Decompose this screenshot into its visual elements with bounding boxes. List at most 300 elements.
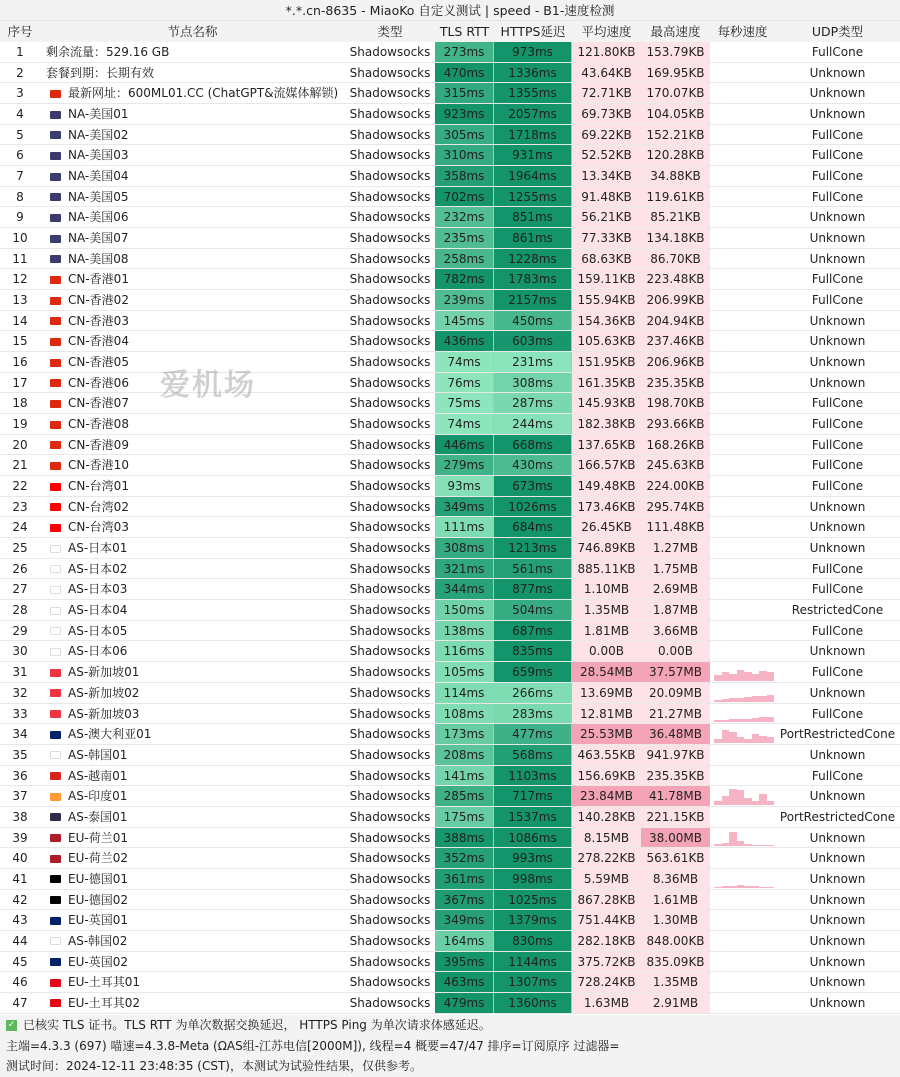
- table-row[interactable]: [0, 476, 900, 497]
- sparkline-bar: [714, 720, 722, 722]
- table-row[interactable]: [0, 63, 900, 84]
- table-row[interactable]: [0, 145, 900, 166]
- sparkline-bar: [759, 717, 767, 722]
- row-index: 2: [16, 65, 24, 80]
- udp-type: PortRestrictedCone: [779, 727, 896, 742]
- node-name-text: AS-新加坡02: [68, 685, 140, 700]
- per-second-speed: [710, 972, 775, 992]
- node-type: Shadowsocks: [349, 417, 431, 432]
- row-index: 31: [12, 665, 28, 680]
- udp-type: Unknown: [809, 644, 866, 659]
- https-latency: 687ms: [494, 621, 572, 641]
- table-row[interactable]: [0, 187, 900, 208]
- udp-type: FullCone: [811, 479, 864, 494]
- node-type: Shadowsocks: [349, 313, 431, 328]
- table-row[interactable]: [0, 352, 900, 373]
- per-second-speed: [710, 145, 775, 165]
- https-latency: 973ms: [494, 42, 572, 62]
- avg-speed: 282.18KB: [572, 931, 641, 951]
- flag-us-icon: [50, 111, 61, 119]
- sparkline-bar: [744, 886, 752, 888]
- tls-rtt: 315ms: [435, 83, 494, 103]
- flag-hk-icon: [50, 317, 61, 325]
- table-row[interactable]: [0, 766, 900, 787]
- table-row[interactable]: [0, 724, 900, 745]
- table-row[interactable]: [0, 538, 900, 559]
- node-name-text: CN-香港02: [68, 293, 129, 308]
- tls-rtt: 305ms: [435, 125, 494, 145]
- flag-vn-icon: [50, 772, 61, 780]
- node-type: Shadowsocks: [349, 933, 431, 948]
- node-name: [40, 455, 345, 475]
- table-row[interactable]: [0, 435, 900, 456]
- https-latency: 993ms: [494, 848, 572, 868]
- node-type: Shadowsocks: [349, 541, 431, 556]
- header-udp-type: UDP类型: [811, 24, 864, 39]
- node-name: [40, 435, 345, 455]
- sparkline-bar: [722, 720, 730, 722]
- row-index: 4: [16, 107, 24, 122]
- https-latency: 1360ms: [494, 993, 572, 1013]
- flag-gb-icon: [50, 958, 61, 966]
- node-type: Shadowsocks: [349, 871, 431, 886]
- avg-speed: 105.63KB: [572, 331, 641, 351]
- https-latency: 1964ms: [494, 166, 572, 186]
- node-name-text: NA-美国06: [68, 210, 129, 225]
- sparkline-bar: [737, 790, 745, 804]
- https-latency: 2057ms: [494, 104, 572, 124]
- max-speed: 206.96KB: [641, 352, 710, 372]
- node-name: [40, 104, 345, 124]
- header-node-name: 节点名称: [167, 24, 218, 39]
- flag-us-icon: [50, 193, 61, 201]
- udp-type: Unknown: [809, 313, 866, 328]
- sparkline-bar: [714, 675, 722, 680]
- node-name: [40, 228, 345, 248]
- tls-rtt: 145ms: [435, 311, 494, 331]
- max-speed: 120.28KB: [641, 145, 710, 165]
- avg-speed: 867.28KB: [572, 890, 641, 910]
- sparkline-bar: [752, 696, 760, 701]
- node-type: Shadowsocks: [349, 995, 431, 1010]
- row-index: 29: [12, 623, 28, 638]
- per-second-speed: [710, 455, 775, 475]
- table-row[interactable]: [0, 807, 900, 828]
- per-second-speed: [710, 207, 775, 227]
- flag-kr-icon: [50, 751, 61, 759]
- https-latency: 1379ms: [494, 910, 572, 930]
- row-index: 11: [12, 251, 28, 266]
- row-index: 25: [12, 541, 28, 556]
- flag-hk-icon: [50, 379, 61, 387]
- node-name-text: AS-韩国02: [68, 933, 128, 948]
- table-row[interactable]: [0, 993, 900, 1014]
- sparkline-bar: [744, 798, 752, 805]
- node-name: [40, 497, 345, 517]
- sparkline-bar: [744, 844, 752, 846]
- table-row[interactable]: [0, 828, 900, 849]
- https-latency: 1255ms: [494, 187, 572, 207]
- node-type: Shadowsocks: [349, 169, 431, 184]
- table-row[interactable]: [0, 311, 900, 332]
- node-name: [40, 311, 345, 331]
- per-second-speed: [710, 786, 775, 806]
- node-type: Shadowsocks: [349, 231, 431, 246]
- table-row[interactable]: [0, 83, 900, 104]
- node-name: [40, 352, 345, 372]
- table-row[interactable]: [0, 228, 900, 249]
- row-index: 21: [12, 458, 28, 473]
- row-index: 17: [12, 375, 28, 390]
- sparkline-bar: [729, 886, 737, 888]
- max-speed: 848.00KB: [641, 931, 710, 951]
- node-name: [40, 745, 345, 765]
- node-type: Shadowsocks: [349, 86, 431, 101]
- udp-type: Unknown: [809, 86, 866, 101]
- https-latency: 684ms: [494, 517, 572, 537]
- per-second-speed: [710, 828, 775, 848]
- udp-type: RestrictedCone: [791, 603, 884, 618]
- https-latency: 830ms: [494, 931, 572, 951]
- sparkline-bar: [722, 886, 730, 888]
- flag-sg-icon: [50, 689, 61, 697]
- sparkline-bar: [752, 801, 760, 805]
- row-index: 1: [16, 45, 24, 59]
- row-index: 10: [12, 231, 28, 246]
- node-type: Shadowsocks: [349, 272, 431, 287]
- table-row[interactable]: [0, 559, 900, 580]
- node-name-text: NA-美国02: [68, 127, 129, 142]
- node-type: Shadowsocks: [349, 665, 431, 680]
- node-name: [40, 187, 345, 207]
- footer-note: 已核实 TLS 证书。TLS RTT 为单次数据交换延迟， HTTPS Ping 为单次请求体感延迟。: [23, 1018, 491, 1032]
- row-index: 39: [12, 830, 28, 845]
- https-latency: 717ms: [494, 786, 572, 806]
- table-row[interactable]: [0, 972, 900, 993]
- node-type: Shadowsocks: [349, 65, 431, 80]
- table-row[interactable]: [0, 414, 900, 435]
- node-name-text: CN-香港08: [68, 417, 129, 432]
- table-row[interactable]: [0, 455, 900, 476]
- table-row[interactable]: [0, 373, 900, 394]
- node-type: Shadowsocks: [349, 706, 431, 721]
- node-name-text: NA-美国07: [68, 231, 129, 246]
- node-name: [40, 125, 345, 145]
- https-latency: 561ms: [494, 559, 572, 579]
- table-row[interactable]: [0, 683, 900, 704]
- avg-speed: 25.53MB: [572, 724, 641, 744]
- table-row[interactable]: [0, 331, 900, 352]
- tls-rtt: 479ms: [435, 993, 494, 1013]
- flag-us-icon: [50, 214, 61, 222]
- node-name-text: CN-台湾01: [68, 479, 129, 494]
- per-second-speed: [710, 290, 775, 310]
- per-second-speed: [710, 848, 775, 868]
- table-row[interactable]: [0, 786, 900, 807]
- avg-speed: 140.28KB: [572, 807, 641, 827]
- https-latency: 1025ms: [494, 890, 572, 910]
- node-type: Shadowsocks: [349, 809, 431, 824]
- node-name-text: NA-美国05: [68, 189, 129, 204]
- table-header: [0, 21, 900, 42]
- https-latency: 1336ms: [494, 63, 572, 83]
- avg-speed: 91.48KB: [572, 187, 641, 207]
- table-row[interactable]: [0, 869, 900, 890]
- table-row[interactable]: [0, 621, 900, 642]
- avg-speed: 43.64KB: [572, 63, 641, 83]
- udp-type: Unknown: [809, 210, 866, 225]
- tls-rtt: 321ms: [435, 559, 494, 579]
- table-row[interactable]: [0, 166, 900, 187]
- row-index: 40: [12, 851, 28, 866]
- per-second-speed: [710, 931, 775, 951]
- table-row[interactable]: [0, 393, 900, 414]
- sparkline-bar: [729, 698, 737, 702]
- avg-speed: 12.81MB: [572, 704, 641, 724]
- node-name-text: EU-德国02: [68, 892, 128, 907]
- row-index: 26: [12, 561, 28, 576]
- node-name-text: AS-泰国01: [68, 809, 128, 824]
- per-second-speed: [710, 641, 775, 661]
- node-name: [40, 869, 345, 889]
- header-type: 类型: [377, 24, 403, 39]
- node-name: [40, 683, 345, 703]
- table-row[interactable]: [0, 704, 900, 725]
- node-type: Shadowsocks: [349, 789, 431, 804]
- sparkline-bar: [714, 887, 722, 888]
- sparkline-bar: [729, 719, 737, 722]
- udp-type: FullCone: [811, 272, 864, 287]
- node-type: Shadowsocks: [349, 334, 431, 349]
- results-table: [0, 42, 900, 1014]
- flag-tw-icon: [50, 524, 61, 532]
- https-latency: 1144ms: [494, 952, 572, 972]
- table-row[interactable]: [0, 104, 900, 125]
- node-type: Shadowsocks: [349, 582, 431, 597]
- node-type: Shadowsocks: [349, 437, 431, 452]
- max-speed: 1.87MB: [641, 600, 710, 620]
- avg-speed: 161.35KB: [572, 373, 641, 393]
- sparkline-bar: [722, 843, 730, 847]
- sparkline-bar: [744, 739, 752, 743]
- tls-rtt: 164ms: [435, 931, 494, 951]
- max-speed: 134.18KB: [641, 228, 710, 248]
- flag-hk-icon: [50, 90, 61, 98]
- row-index: 13: [12, 293, 28, 308]
- tls-rtt: 93ms: [435, 476, 494, 496]
- table-row[interactable]: [0, 290, 900, 311]
- udp-type: FullCone: [811, 437, 864, 452]
- udp-type: Unknown: [809, 871, 866, 886]
- flag-hk-icon: [50, 421, 61, 429]
- udp-type: Unknown: [809, 851, 866, 866]
- https-latency: 283ms: [494, 704, 572, 724]
- header-max-speed: 最高速度: [650, 24, 701, 39]
- table-row[interactable]: [0, 641, 900, 662]
- table-row[interactable]: [0, 600, 900, 621]
- udp-type: FullCone: [811, 768, 864, 783]
- tls-rtt: 232ms: [435, 207, 494, 227]
- table-row[interactable]: [0, 517, 900, 538]
- flag-jp-icon: [50, 607, 61, 615]
- max-speed: 223.48KB: [641, 269, 710, 289]
- udp-type: Unknown: [809, 355, 866, 370]
- sparkline-bar: [752, 734, 760, 743]
- node-type: Shadowsocks: [349, 251, 431, 266]
- node-type: Shadowsocks: [349, 975, 431, 990]
- avg-speed: 155.94KB: [572, 290, 641, 310]
- table-row[interactable]: [0, 952, 900, 973]
- tls-rtt: 273ms: [435, 42, 494, 62]
- max-speed: 1.61MB: [641, 890, 710, 910]
- tls-rtt: 782ms: [435, 269, 494, 289]
- node-name: [40, 993, 345, 1013]
- https-latency: 1537ms: [494, 807, 572, 827]
- node-name: [40, 42, 345, 62]
- table-row[interactable]: [0, 125, 900, 146]
- node-name-text: CN-台湾02: [68, 499, 129, 514]
- node-name-text: EU-荷兰02: [68, 851, 128, 866]
- table-row[interactable]: [0, 579, 900, 600]
- https-latency: 308ms: [494, 373, 572, 393]
- node-type: Shadowsocks: [349, 954, 431, 969]
- udp-type: FullCone: [811, 561, 864, 576]
- sparkline-bar: [729, 789, 737, 805]
- node-name-text: CN-香港07: [68, 396, 129, 411]
- avg-speed: 1.63MB: [572, 993, 641, 1013]
- node-name: [40, 972, 345, 992]
- sparkline-bar: [714, 844, 722, 846]
- flag-de-icon: [50, 896, 61, 904]
- udp-type: FullCone: [811, 169, 864, 184]
- max-speed: 224.00KB: [641, 476, 710, 496]
- node-name: [40, 786, 345, 806]
- node-name: [40, 331, 345, 351]
- sparkline-bar: [722, 796, 730, 805]
- watermark-logo: 爱机场: [160, 368, 256, 403]
- node-type: Shadowsocks: [349, 396, 431, 411]
- table-row[interactable]: [0, 890, 900, 911]
- sparkline-bar: [714, 801, 722, 805]
- table-row[interactable]: [0, 269, 900, 290]
- per-second-speed: [710, 869, 775, 889]
- udp-type: Unknown: [809, 375, 866, 390]
- udp-type: Unknown: [809, 685, 866, 700]
- sparkline-bar: [759, 887, 767, 888]
- avg-speed: 69.22KB: [572, 125, 641, 145]
- flag-hk-icon: [50, 462, 61, 470]
- sparkline-bar: [737, 670, 745, 681]
- avg-speed: 13.34KB: [572, 166, 641, 186]
- table-row[interactable]: [0, 42, 900, 63]
- max-speed: 2.69MB: [641, 579, 710, 599]
- https-latency: 244ms: [494, 414, 572, 434]
- udp-type: Unknown: [809, 251, 866, 266]
- table-row[interactable]: [0, 662, 900, 683]
- tls-rtt: 111ms: [435, 517, 494, 537]
- avg-speed: 728.24KB: [572, 972, 641, 992]
- node-name: [40, 414, 345, 434]
- flag-us-icon: [50, 235, 61, 243]
- row-index: 43: [12, 913, 28, 928]
- avg-speed: 375.72KB: [572, 952, 641, 972]
- udp-type: Unknown: [809, 830, 866, 845]
- node-name-text: CN-香港05: [68, 355, 129, 370]
- node-name-text: 剩余流量：529.16 GB: [46, 45, 170, 59]
- node-name: [40, 269, 345, 289]
- https-latency: 1355ms: [494, 83, 572, 103]
- node-type: Shadowsocks: [349, 644, 431, 659]
- sparkline-bar: [767, 887, 775, 888]
- max-speed: 37.57MB: [641, 662, 710, 682]
- udp-type: Unknown: [809, 913, 866, 928]
- table-row[interactable]: [0, 931, 900, 952]
- per-second-speed: [710, 724, 775, 744]
- max-speed: 38.00MB: [641, 828, 710, 848]
- avg-speed: 121.80KB: [572, 42, 641, 62]
- avg-speed: 52.52KB: [572, 145, 641, 165]
- per-second-speed: [710, 766, 775, 786]
- flag-hk-icon: [50, 297, 61, 305]
- tls-rtt: 367ms: [435, 890, 494, 910]
- row-index: 3: [16, 86, 24, 101]
- max-speed: 235.35KB: [641, 766, 710, 786]
- row-index: 18: [12, 396, 28, 411]
- avg-speed: 145.93KB: [572, 393, 641, 413]
- table-row[interactable]: [0, 497, 900, 518]
- per-second-speed: [710, 63, 775, 83]
- https-latency: 835ms: [494, 641, 572, 661]
- table-row[interactable]: [0, 249, 900, 270]
- table-row[interactable]: [0, 745, 900, 766]
- udp-type: FullCone: [811, 396, 864, 411]
- node-name: [40, 910, 345, 930]
- node-type: Shadowsocks: [349, 375, 431, 390]
- node-name-text: AS-新加坡01: [68, 665, 140, 680]
- per-second-speed: [710, 476, 775, 496]
- max-speed: 206.99KB: [641, 290, 710, 310]
- table-row[interactable]: [0, 848, 900, 869]
- avg-speed: 26.45KB: [572, 517, 641, 537]
- udp-type: FullCone: [811, 417, 864, 432]
- avg-speed: 154.36KB: [572, 311, 641, 331]
- node-type: Shadowsocks: [349, 913, 431, 928]
- flag-hk-icon: [50, 359, 61, 367]
- node-type: Shadowsocks: [349, 355, 431, 370]
- node-name-text: NA-美国08: [68, 251, 129, 266]
- https-latency: 673ms: [494, 476, 572, 496]
- udp-type: Unknown: [809, 975, 866, 990]
- avg-speed: 69.73KB: [572, 104, 641, 124]
- avg-speed: 28.54MB: [572, 662, 641, 682]
- per-second-speed: [710, 807, 775, 827]
- node-name: [40, 290, 345, 310]
- avg-speed: 182.38KB: [572, 414, 641, 434]
- table-row[interactable]: [0, 207, 900, 228]
- flag-us-icon: [50, 173, 61, 181]
- sparkline-bar: [737, 698, 745, 702]
- avg-speed: 1.35MB: [572, 600, 641, 620]
- https-latency: 668ms: [494, 435, 572, 455]
- header-index: 序号: [7, 24, 33, 39]
- row-index: 19: [12, 417, 28, 432]
- max-speed: 8.36MB: [641, 869, 710, 889]
- tls-rtt: 470ms: [435, 63, 494, 83]
- per-second-speed: [710, 517, 775, 537]
- per-second-speed: [710, 890, 775, 910]
- table-row[interactable]: [0, 910, 900, 931]
- flag-tw-icon: [50, 503, 61, 511]
